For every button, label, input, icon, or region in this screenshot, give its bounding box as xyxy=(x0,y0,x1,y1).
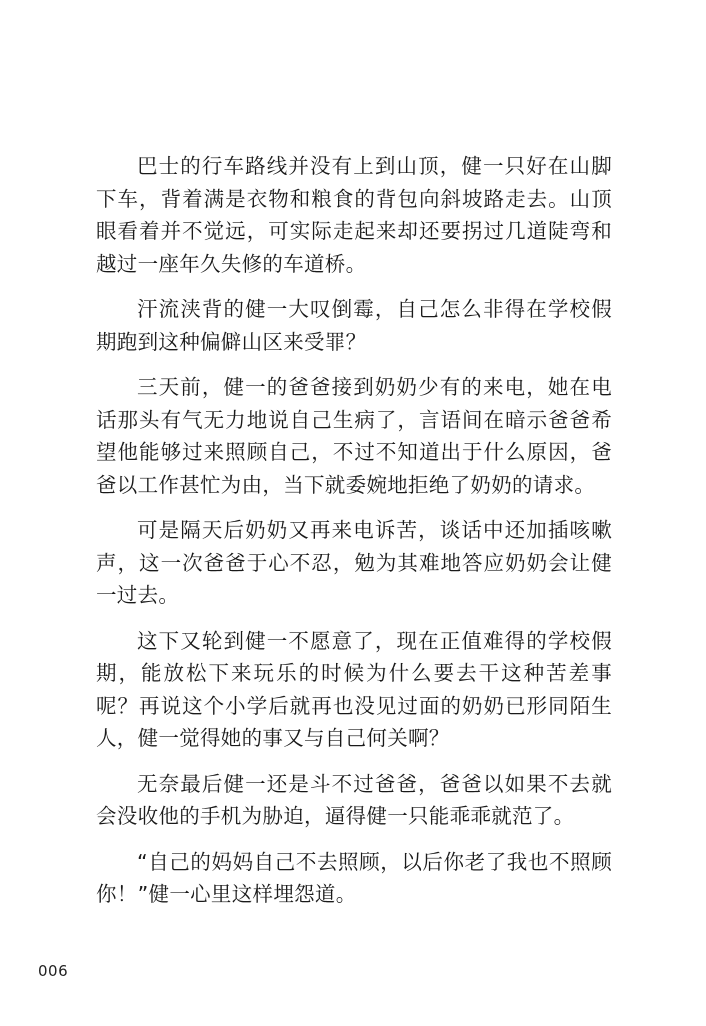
paragraph-5: 这下又轮到健一不愿意了，现在正值难得的学校假期，能放松下来玩乐的时候为什么要去干这种苦差事呢？再说这个小学后就再也没见过面的奶奶已形同陌生人，健一觉得她的事又与自己何关啊？ xyxy=(96,628,612,750)
paragraph-3: 三天前，健一的爸爸接到奶奶少有的来电，她在电话那头有气无力地说自己生病了，言语间在暗示爸爸希望他能够过来照顾自己，不过不知道出于什么原因，爸爸以工作甚忙为由，当下就委婉地拒绝了奶奶的请求。 xyxy=(96,375,612,497)
paragraph-7: “自己的妈妈自己不去照顾，以后你老了我也不照顾你！”健一心里这样埋怨道。 xyxy=(96,849,612,906)
paragraph-2: 汗流浃背的健一大叹倒霉，自己怎么非得在学校假期跑到这种偏僻山区来受罪？ xyxy=(96,297,612,354)
page-number: 006 xyxy=(38,962,69,980)
paragraph-6: 无奈最后健一还是斗不过爸爸，爸爸以如果不去就会没收他的手机为胁迫，逼得健一只能乖乖就范了。 xyxy=(96,771,612,828)
paragraph-1: 巴士的行车路线并没有上到山顶，健一只好在山脚下车，背着满是衣物和粮食的背包向斜坡路走去。山顶眼看着并不觉远，可实际走起来却还要拐过几道陡弯和越过一座年久失修的车道桥。 xyxy=(96,154,612,276)
paragraph-4: 可是隔天后奶奶又再来电诉苦，谈话中还加插咳嗽声，这一次爸爸于心不忍，勉为其难地答应奶奶会让健一过去。 xyxy=(96,518,612,607)
body-text xyxy=(96,150,612,924)
